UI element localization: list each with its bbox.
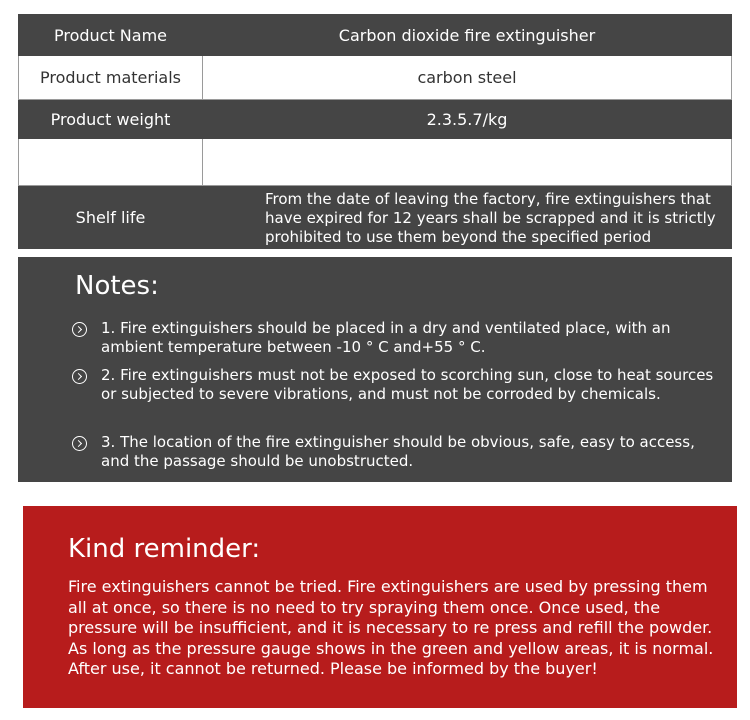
reminder-title: Kind reminder: bbox=[68, 534, 261, 564]
row-value: 2.3.5.7/kg bbox=[203, 100, 732, 139]
chevron-right-circle-icon bbox=[72, 436, 87, 451]
row-value: Carbon dioxide fire extinguisher bbox=[203, 15, 732, 56]
reminder-text: Fire extinguishers cannot be tried. Fire extinguishers are used by pressing them all at once, so there is no need to try spraying them once. Once used, the pressure will be insufficient, and it is necessary to re press and refill the powder. As long as the pressure gauge shows in the green and yellow areas, it is normal. After use, it cannot be returned. Please be informed by the buyer! bbox=[68, 577, 714, 678]
table-row bbox=[19, 15, 732, 56]
note-item bbox=[72, 366, 722, 404]
row-value bbox=[203, 139, 732, 186]
chevron-right-circle-icon bbox=[72, 322, 87, 337]
row-label: Shelf life bbox=[19, 186, 203, 249]
spec-table bbox=[18, 14, 732, 249]
table-row bbox=[19, 186, 732, 249]
note-text: 3. The location of the fire extinguisher should be obvious, safe, easy to access, and the passage should be unobstructed. bbox=[101, 433, 695, 470]
note-item bbox=[72, 433, 722, 471]
table-row bbox=[19, 56, 732, 100]
row-value: From the date of leaving the factory, fire extinguishers that have expired for 12 years shall be scrapped and it is strictly prohibited to use them beyond the specified period bbox=[203, 186, 732, 249]
row-label: Product materials bbox=[19, 56, 203, 100]
row-value: carbon steel bbox=[203, 56, 732, 100]
reminder-panel bbox=[23, 506, 737, 708]
note-item bbox=[72, 319, 722, 357]
row-label bbox=[19, 139, 203, 186]
notes-title: Notes: bbox=[75, 271, 159, 301]
chevron-right-circle-icon bbox=[72, 369, 87, 384]
note-text: 2. Fire extinguishers must not be exposed to scorching sun, close to heat sources or subjected to severe vibrations, and must not be corroded by chemicals. bbox=[101, 366, 714, 403]
note-text: 1. Fire extinguishers should be placed in a dry and ventilated place, with an ambient temperature between -10 ° C and+55 ° C. bbox=[101, 319, 671, 356]
notes-panel bbox=[18, 257, 732, 482]
row-label: Product Name bbox=[19, 15, 203, 56]
table-row bbox=[19, 139, 732, 186]
row-label: Product weight bbox=[19, 100, 203, 139]
table-row bbox=[19, 100, 732, 139]
